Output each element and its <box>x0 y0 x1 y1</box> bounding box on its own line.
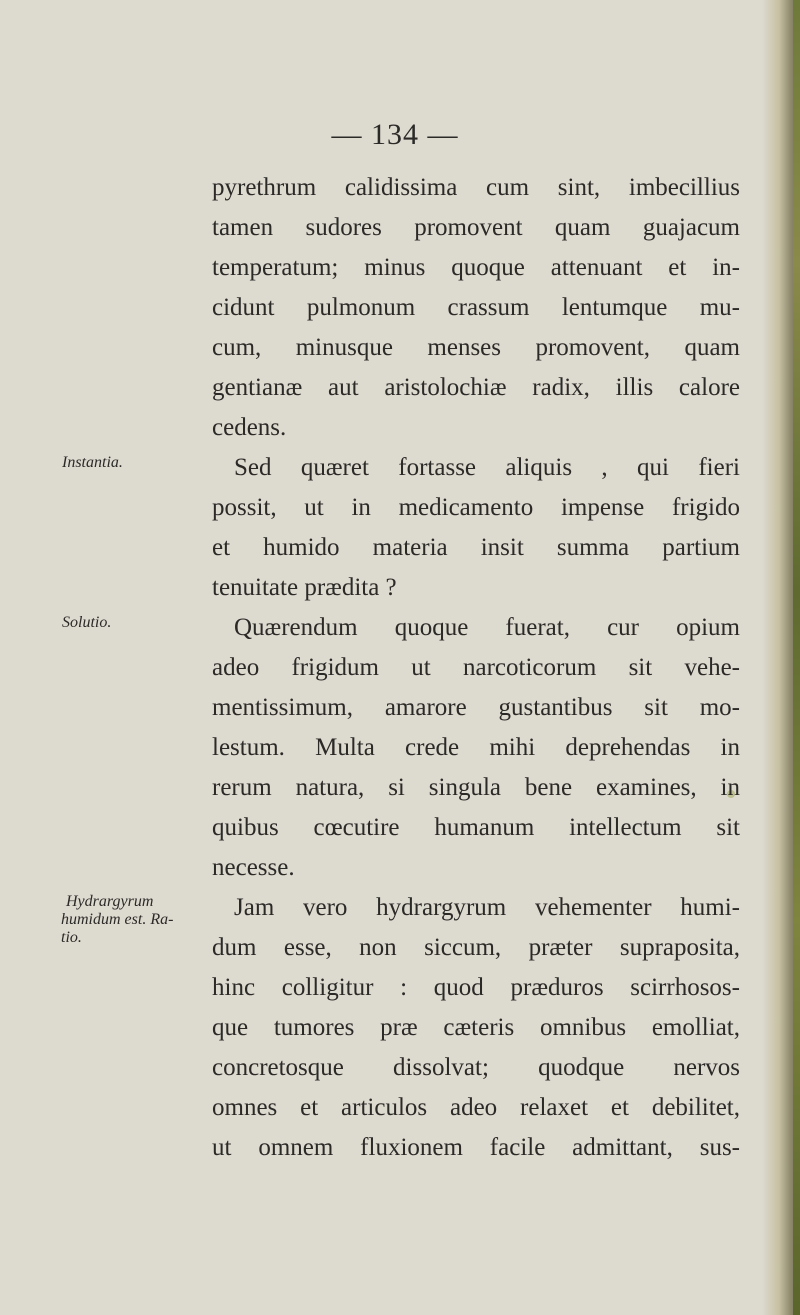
text-line: cedens. <box>212 414 287 441</box>
text-line: cidunt pulmonum crassum lentumque mu- <box>212 294 740 321</box>
text-line: gentianæ aut aristolochiæ radix, illis calore <box>212 374 740 401</box>
text-line: dum esse, non siccum, præter supraposita, <box>212 934 740 961</box>
text-line: tamen sudores promovent quam guajacum <box>212 214 740 241</box>
text-line: possit, ut in medicamento impense frigido <box>212 494 740 521</box>
margin-note-instantia: Instantia. <box>62 454 123 471</box>
text-line: mentissimum, amarore gustantibus sit mo- <box>212 694 740 721</box>
margin-note-solutio: Solutio. <box>62 614 112 631</box>
page-number: — 134 — <box>331 118 459 151</box>
book-binding-edge <box>793 0 800 1315</box>
margin-note-hydrargyrum-line1: Hydrargyrum <box>66 893 154 910</box>
text-line: ut omnem fluxionem facile admittant, sus- <box>212 1134 740 1161</box>
text-line: omnes et articulos adeo relaxet et debilitet, <box>212 1094 740 1121</box>
text-line: hinc colligitur : quod præduros scirrhosos- <box>212 974 740 1001</box>
text-line: pyrethrum calidissima cum sint, imbecillius <box>212 174 740 201</box>
margin-note-hydrargyrum-line2: humidum est. Ra- <box>61 911 174 928</box>
text-line: Jam vero hydrargyrum vehementer humi- <box>234 894 740 921</box>
text-line: temperatum; minus quoque attenuant et in- <box>212 254 740 281</box>
text-line: adeo frigidum ut narcoticorum sit vehe- <box>212 654 740 681</box>
text-line: concretosque dissolvat; quodque nervos <box>212 1054 740 1081</box>
text-line: Sed quæret fortasse aliquis , qui fieri <box>234 454 740 481</box>
text-line: lestum. Multa crede mihi deprehendas in <box>212 734 740 761</box>
margin-note-hydrargyrum-line3: tio. <box>61 929 82 946</box>
text-line: Quærendum quoque fuerat, cur opium <box>234 614 740 641</box>
text-line: rerum natura, si singula bene examines, in <box>212 774 740 801</box>
text-line: cum, minusque menses promovent, quam <box>212 334 740 361</box>
text-line: et humido materia insit summa partium <box>212 534 740 561</box>
text-line: necesse. <box>212 854 295 881</box>
text-line: quibus cœcutire humanum intellectum sit <box>212 814 740 841</box>
body-text <box>212 168 740 1168</box>
text-line: que tumores præ cæteris omnibus emolliat, <box>212 1014 740 1041</box>
text-line: tenuitate prædita ? <box>212 574 397 601</box>
